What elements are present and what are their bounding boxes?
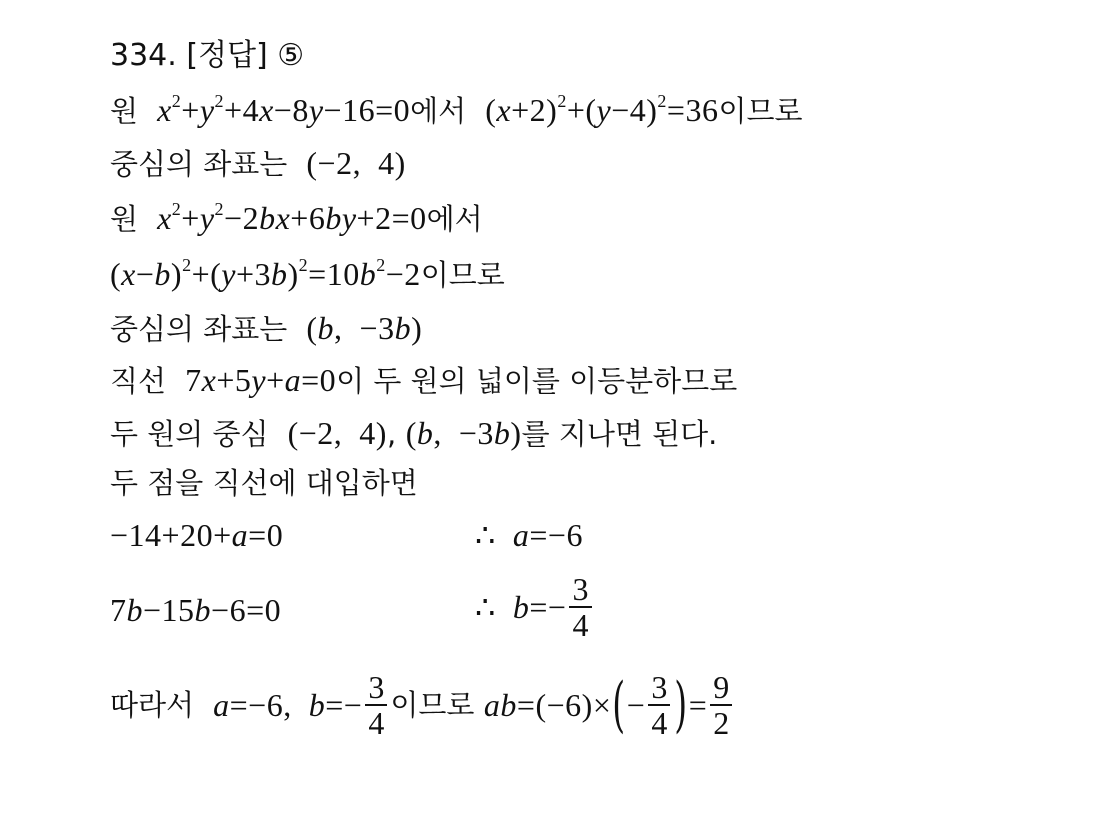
result-a: ∴ a=−6 xyxy=(475,517,583,553)
therefore-symbol: ∴ xyxy=(475,589,496,625)
fraction-nine-halves: $\frac{9}{2}$ xyxy=(710,670,732,740)
circle-word: 원 xyxy=(110,94,139,128)
substitution-equation-a: −14+20+a=0 xyxy=(110,517,284,553)
solution-line-1 xyxy=(110,92,803,130)
answer-label: [정답] xyxy=(186,38,268,73)
right-paren: ) xyxy=(674,670,688,740)
solution-line-11: 따라서 a=−6, b=− $\frac{3}{4}$ 이므로 ab=(−6)× ( − $\frac{3}{4}$ ) = $\frac{9}{2}$ xyxy=(110,665,735,745)
solution-line-3 xyxy=(110,200,483,238)
product-expression: ab=(−6)× xyxy=(483,687,612,723)
center-text: 중심의 좌표는 xyxy=(110,147,288,181)
substitution-equation-b: 7b−15b−6=0 xyxy=(110,592,282,628)
solution-line-2 xyxy=(110,145,406,183)
connector-text: 에서 xyxy=(426,202,483,236)
center-coord-2: (b, −3b) xyxy=(405,415,522,451)
solution-line-6 xyxy=(110,362,737,400)
equation-circle-1-standard: $(x+2)^2+(y-4)^2=36$ xyxy=(485,91,719,128)
solution-line-7 xyxy=(110,415,717,453)
problem-number: 334. xyxy=(110,38,177,73)
fraction-three-quarters: $\frac{3}{4}$ xyxy=(365,670,387,740)
result-b: ∴ b=− $\frac{3}{4}$ xyxy=(475,572,595,642)
center-coord-2: (b, −3b) xyxy=(306,310,423,346)
solution-line-9 xyxy=(110,517,810,555)
center-coord-1: (−2, 4) xyxy=(306,145,406,181)
therefore-symbol: ∴ xyxy=(475,517,496,553)
equation-circle-1: $x^2+y^2+4x-8y-16=0$ xyxy=(157,91,411,128)
line-word: 직선 xyxy=(110,364,167,398)
bisect-text: 이 두 원의 넓이를 이등분하므로 xyxy=(336,364,738,398)
solution-line-10 xyxy=(110,572,810,648)
connector-text: 이므로 xyxy=(718,94,803,128)
center-text: 중심의 좌표는 xyxy=(110,312,288,346)
fraction-three-quarters: $\frac{3}{4}$ xyxy=(569,572,592,642)
circle-word: 원 xyxy=(110,202,139,236)
connector-text: 에서 xyxy=(410,94,467,128)
left-paren: ( xyxy=(612,670,626,740)
two-centers-text: 두 원의 중심 xyxy=(110,417,269,451)
connector-text: 이므로 xyxy=(390,688,475,722)
solution-line-8 xyxy=(110,465,418,502)
substitute-text: 두 점을 직선에 대입하면 xyxy=(110,466,418,500)
equation-line: 7x+5y+a=0 xyxy=(185,362,337,398)
therefore-text: 따라서 xyxy=(110,688,195,722)
equation-circle-2: $x^2+y^2-2bx+6by+2=0$ xyxy=(157,199,427,236)
answer-value: ⑤ xyxy=(277,38,305,73)
center-coord-1: (−2, 4) xyxy=(287,415,387,451)
equation-circle-2-standard: $(x-b)^2+(y+3b)^2=10b^2-2$ xyxy=(110,255,421,292)
solution-line-5 xyxy=(110,310,422,348)
solution-line-4 xyxy=(110,256,505,294)
problem-header xyxy=(110,38,304,74)
fraction-three-quarters: $\frac{3}{4}$ xyxy=(648,670,670,740)
connector-text: 이므로 xyxy=(420,258,505,292)
pass-through-text: 를 지나면 된다. xyxy=(521,417,718,451)
comma: , xyxy=(386,417,397,451)
value-a: a=−6, b=− xyxy=(213,687,363,723)
